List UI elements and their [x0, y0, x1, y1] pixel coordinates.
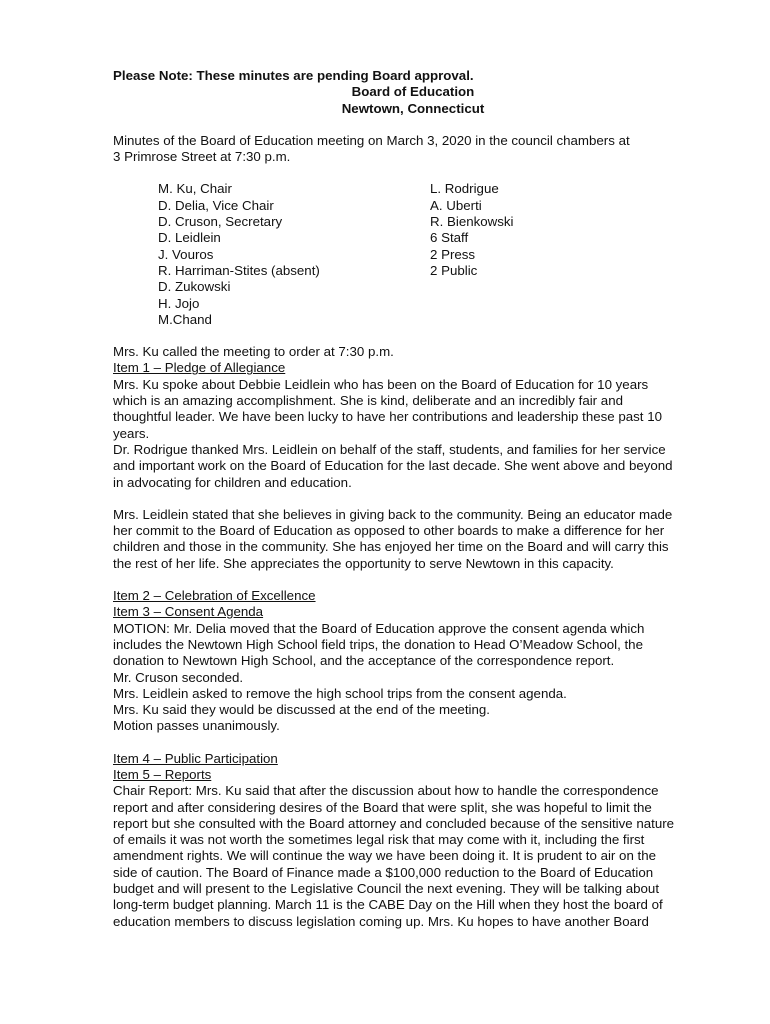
- attendance-list: [158, 181, 713, 328]
- attendance-right-column: [430, 181, 630, 328]
- attendee: M. Ku, Chair: [158, 181, 232, 197]
- attendee: R. Harriman-Stites (absent): [158, 262, 320, 278]
- item3-line: Motion passes unanimously.: [113, 718, 280, 734]
- leidlein-statement-line: Mrs. Leidlein stated that she believes in giving back to the community. Being an educator made: [113, 506, 673, 522]
- item5-line: education members to discuss legislation coming up. Mrs. Ku hopes to have another Board: [113, 913, 649, 929]
- item3-line: Mrs. Leidlein asked to remove the high school trips from the consent agenda.: [113, 685, 567, 701]
- attendee: D. Delia, Vice Chair: [158, 197, 274, 213]
- item1-line: which is an amazing accomplishment. She is kind, deliberate and an incredibly fair and: [113, 393, 623, 409]
- attendee: R. Bienkowski: [430, 214, 514, 230]
- item5-line: long-term budget planning. March 11 is the CABE Day on the Hill when they host the board of: [113, 897, 663, 913]
- attendee: D. Cruson, Secretary: [158, 214, 283, 230]
- item1-line: and important work on the Board of Education for the last decade. She went above and beyond: [113, 458, 673, 474]
- item1-line: years.: [113, 425, 150, 441]
- item3-line: donation to Newtown High School, and the acceptance of the correspondence report.: [113, 653, 615, 669]
- minutes-document: [113, 68, 713, 930]
- item5-heading: Item 5 – Reports: [113, 766, 212, 782]
- attendee: 6 Staff: [430, 230, 469, 246]
- item3-line: Mrs. Ku said they would be discussed at the end of the meeting.: [113, 702, 490, 718]
- leidlein-statement-line: children and those in the community. She has enjoyed her time on the Board and will carry this: [113, 539, 669, 555]
- attendee: M.Chand: [158, 311, 212, 327]
- item3-line: MOTION: Mr. Delia moved that the Board of Education approve the consent agenda which: [113, 620, 645, 636]
- item5-line: of emails it was not worth the sometimes legal risk that may come with it, including the first: [113, 832, 645, 848]
- item2-heading: Item 2 – Celebration of Excellence: [113, 588, 316, 604]
- pending-approval-note: Please Note: These minutes are pending Board approval.: [113, 68, 474, 83]
- attendee: H. Jojo: [158, 295, 200, 311]
- attendance-left-column: [158, 181, 430, 328]
- item1-heading: Item 1 – Pledge of Allegiance: [113, 360, 286, 376]
- attendee: J. Vouros: [158, 246, 214, 262]
- item1-line: Dr. Rodrigue thanked Mrs. Leidlein on behalf of the staff, students, and families for her service: [113, 441, 666, 457]
- item3-line: Mr. Cruson seconded.: [113, 669, 244, 685]
- item5-line: amendment rights. We will continue the way we have been doing it. It is prudent to air on the: [113, 848, 657, 864]
- item1-line: thoughtful leader. We have been lucky to have her contributions and leadership these past 10: [113, 409, 662, 425]
- item5-line: budget and will present to the Legislative Council the next evening. They will be talking about: [113, 881, 660, 897]
- item4-heading: Item 4 – Public Participation: [113, 750, 278, 766]
- intro-line: Minutes of the Board of Education meeting on March 3, 2020 in the council chambers at: [113, 132, 630, 148]
- intro-line: 3 Primrose Street at 7:30 p.m.: [113, 149, 291, 165]
- board-title: Board of Education: [351, 84, 475, 100]
- item5-line: Chair Report: Mrs. Ku said that after the discussion about how to handle the correspondence: [113, 783, 659, 799]
- attendee: D. Leidlein: [158, 230, 221, 246]
- attendee: 2 Press: [430, 246, 476, 262]
- item5-line: report but she consulted with the Board attorney and concluded because of the sensitive nature: [113, 815, 675, 831]
- item5-line: side of caution. The Board of Finance made a $100,000 reduction to the Board of Education: [113, 864, 654, 880]
- leidlein-statement-line: her commit to the Board of Education as opposed to other boards to make a difference for her: [113, 523, 665, 539]
- attendee: 2 Public: [430, 262, 478, 278]
- attendee: D. Zukowski: [158, 279, 231, 295]
- item3-heading: Item 3 – Consent Agenda: [113, 604, 264, 620]
- location-title: Newtown, Connecticut: [341, 100, 485, 116]
- item3-line: includes the Newtown High School field trips, the donation to Head O’Meadow School, the: [113, 636, 643, 652]
- item5-line: report and after considering desires of the Board that were split, she was hopeful to limit the: [113, 799, 652, 815]
- attendee: A. Uberti: [430, 197, 482, 213]
- item1-line: in advocating for children and education.: [113, 474, 352, 490]
- leidlein-statement-line: the rest of her life. She appreciates the opportunity to serve Newtown in this capacity.: [113, 555, 614, 571]
- call-to-order: Mrs. Ku called the meeting to order at 7:30 p.m.: [113, 344, 394, 360]
- item1-line: Mrs. Ku spoke about Debbie Leidlein who has been on the Board of Education for 10 years: [113, 376, 649, 392]
- attendee: L. Rodrigue: [430, 181, 499, 197]
